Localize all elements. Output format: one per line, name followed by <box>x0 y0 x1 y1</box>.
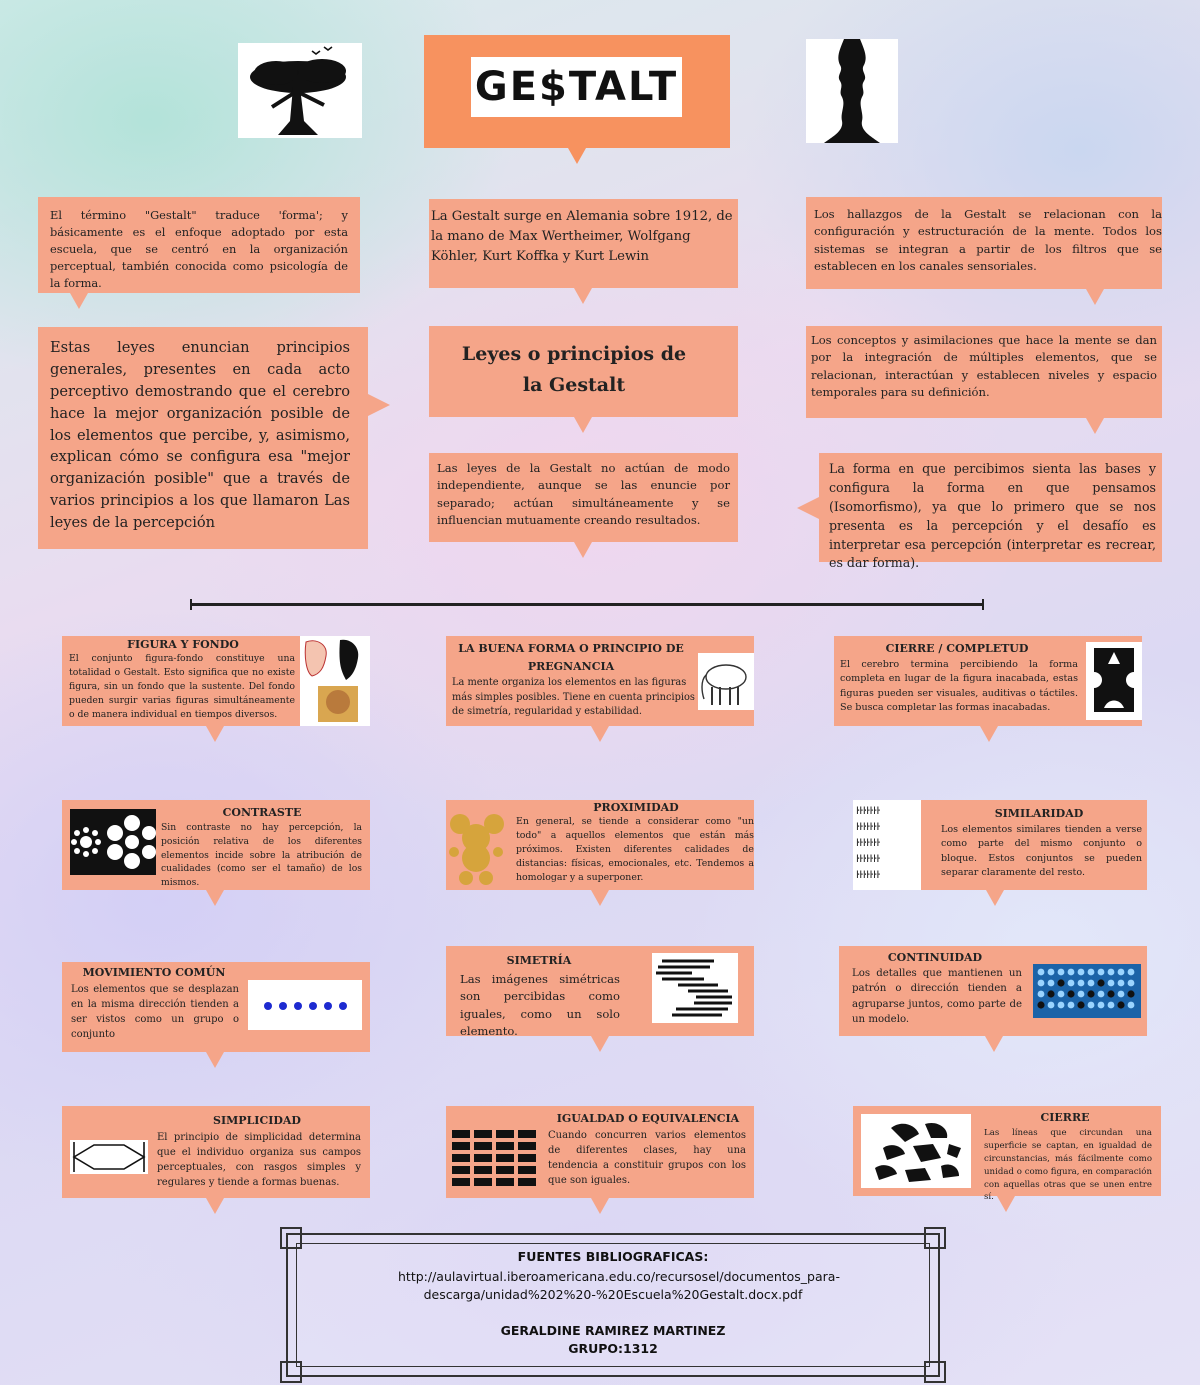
principle-text: El principio de simplicidad determina que el individuo organiza sus campos perceptuales, con rasgos simples y regulares y tiende a formas buenas. <box>157 1132 361 1188</box>
principle-title: CONTRASTE <box>222 806 302 819</box>
principle-closure-completeness <box>834 636 1142 726</box>
laws-pointer <box>368 394 390 416</box>
principle-common-movement <box>62 962 370 1052</box>
principle-text: La mente organiza los elementos en las figuras más simples posibles. Tiene en cuenta principios de simetría, regularidad y estabilidad. <box>452 677 695 718</box>
isomorphism-pointer <box>797 497 819 519</box>
moving-dots <box>248 980 362 1030</box>
svg-text:ŀŀŀŀŀŀŀ: ŀŀŀŀŀŀŀ <box>856 822 880 833</box>
principle-text: El conjunto figura-fondo constituye una totalidad o Gestalt. Esto significa que no existe figura, sin un fondo que la sustente. Del fondo pueden surgir varias figuras simultáneamente o de manera individual en tiempos diversos. <box>69 653 295 720</box>
definition-text: El término "Gestalt" traduce 'forma'; y básicamente es el enfoque adoptado por esta escuela, que se centró en la organización perceptual, también conocida como psicología de la forma. <box>50 208 348 291</box>
principle-title: IGUALDAD O EQUIVALENCIA <box>556 1112 740 1125</box>
svg-text:ŀŀŀŀŀŀŀ: ŀŀŀŀŀŀŀ <box>856 854 880 865</box>
contrast-circles <box>70 809 156 875</box>
principle-pointer <box>591 1036 609 1052</box>
principle-title: CIERRE / COMPLETUD <box>885 642 1029 655</box>
dotted-figure <box>446 812 510 888</box>
principle-title: LA BUENA FORMA O PRINCIPIO DE PREGNANCIA <box>458 642 684 673</box>
simultaneous-text: Las leyes de la Gestalt no actúan de modo independiente, aunque se las enuncie por separado; actúan simultáneamente y se influencian mutuamente creando resultados. <box>437 461 730 528</box>
principle-title: PROXIMIDAD <box>593 801 679 814</box>
tree-illustration <box>238 43 362 138</box>
gestalt-logo <box>471 57 682 117</box>
principle-title: MOVIMIENTO COMÚN <box>82 966 226 979</box>
principle-text: Los elementos que se desplazan en la misma dirección tienden a ser vistos como un grupo o conjunto <box>71 984 239 1040</box>
principle-pregnancy <box>446 636 754 726</box>
laws-text-box <box>38 327 368 549</box>
svg-text:ŀŀŀŀŀŀŀ: ŀŀŀŀŀŀŀ <box>856 870 880 881</box>
author-name: GERALDINE RAMIREZ MARTINEZ <box>500 1323 726 1338</box>
page-title: Leyes o principios de la Gestalt <box>461 343 687 397</box>
title-pointer <box>574 417 592 433</box>
definition-box <box>38 197 360 293</box>
header-pointer <box>568 148 586 164</box>
principle-similarity <box>853 800 1147 890</box>
principle-pointer <box>997 1196 1015 1212</box>
principle-text: Las imágenes simétricas son percibidas como iguales, como un solo elemento. <box>460 972 620 1039</box>
simple-hexagon <box>70 1140 148 1174</box>
elephant-illusion <box>698 653 754 710</box>
continuity-grid <box>1033 964 1141 1018</box>
sources-heading: FUENTES BIBLIOGRAFICAS: <box>517 1249 709 1264</box>
principle-title: SIMILARIDAD <box>994 807 1084 820</box>
origin-text: La Gestalt surge en Alemania sobre 1912, de la mano de Max Wertheimer, Wolfgang Köhler, Kurt Koffka y Kurt Lewin <box>431 209 733 264</box>
concepts-box <box>806 326 1162 418</box>
principle-text: En general, se tiende a considerar como "un todo" a aquellos elementos que están más próximos. Existen diferentes calidades de distancias: físicas, emocionales, etc. Tendemos a homologar y a superponer. <box>516 816 754 884</box>
simultaneous-box <box>429 453 738 542</box>
sources-url[interactable]: http://aulavirtual.iberoamericana.edu.co/recursosel/documentos_para-descarga/unidad%202%20-%20Escuela%20Gestalt.docx.pdf <box>398 1269 840 1303</box>
principle-title: SIMPLICIDAD <box>213 1114 301 1127</box>
principle-symmetry <box>446 946 754 1039</box>
principle-pointer <box>206 726 224 742</box>
principle-equivalence <box>446 1106 754 1198</box>
principle-pointer <box>591 890 609 906</box>
isomorphism-text: La forma en que percibimos sienta las bases y configura la forma en que pensamos (Isomorfismo), ya que lo primero que se nos presenta es la percepción y el desafío es interpretar esa percepción (interpretar es recrear, es dar forma). <box>829 461 1156 571</box>
principle-text: Los elementos similares tienden a verse como parte del mismo conjunto o bloque. Estos conjuntos se pueden separar claramente del resto. <box>941 824 1142 879</box>
closure-blot <box>861 1114 971 1188</box>
equal-blocks <box>452 1128 538 1190</box>
origin-box <box>429 199 738 288</box>
faces-vase-illusion <box>300 636 370 726</box>
principle-title: CIERRE <box>1040 1111 1090 1124</box>
principle-figure-ground <box>62 636 370 726</box>
principle-pointer <box>980 726 998 742</box>
principle-pointer <box>985 1036 1003 1052</box>
concepts-text: Los conceptos y asimilaciones que hace la mente se dan por la integración de múltiples elementos, que se relacionan, interactúan y establecen niveles y espacio temporales para su definición. <box>811 333 1157 400</box>
principle-pointer <box>591 1198 609 1214</box>
isomorphism-box <box>819 453 1162 571</box>
concepts-pointer <box>1086 418 1104 434</box>
simultaneous-pointer <box>574 542 592 558</box>
origin-pointer <box>574 288 592 304</box>
symmetric-s <box>652 953 738 1023</box>
laws-text: Estas leyes enuncian principios generales, presentes en cada acto perceptivo demostrando que el cerebro hace la mejor organización posible de los elementos que percibe, y, asimismo, explican cómo se configura esa "mejor organización posible" que a través de varios principios a los que llamaron Las leyes de la percepción <box>50 339 350 532</box>
findings-text: Los hallazgos de la Gestalt se relacionan con la configuración y estructuración de la mente. Todos los sistemas se integran a partir de los filtros que se establecen en los canales sensoriales. <box>814 207 1162 274</box>
principle-text: Cuando concurren varios elementos de diferentes clases, hay una tendencia a constituir grupos con los que son iguales. <box>548 1130 746 1186</box>
section-divider <box>190 603 984 606</box>
principle-text: El cerebro termina percibiendo la forma completa en lugar de la figura inacabada, estas figuras pueden ser visuales, auditivas o táctiles. Se busca completar las formas inacabadas. <box>840 659 1078 714</box>
principle-text: Sin contraste no hay percepción, la posición relativa de los diferentes elementos incide sobre la atribución de cualidades (como ser el tamaño) de los mismos. <box>161 822 362 889</box>
logo-text: GE$TALT <box>474 64 679 110</box>
principle-pointer <box>591 726 609 742</box>
principle-pointer <box>206 890 224 906</box>
findings-pointer <box>1086 289 1104 305</box>
svg-text:ŀŀŀŀŀŀŀ: ŀŀŀŀŀŀŀ <box>856 838 880 849</box>
principle-title: SIMETRÍA <box>506 954 572 967</box>
principle-contrast <box>62 800 370 890</box>
sources-frame <box>286 1233 940 1377</box>
group-number: GRUPO:1312 <box>568 1341 658 1356</box>
svg-text:ŀŀŀŀŀŀŀ: ŀŀŀŀŀŀŀ <box>856 806 880 817</box>
principle-pointer <box>206 1198 224 1214</box>
principle-text: Las líneas que circundan una superficie se captan, en igualdad de circunstancias, más fácilmente como unidad o como figura, en comparación con aquellas otras que se unen entre sí. <box>984 1128 1152 1203</box>
principle-simplicity <box>62 1106 370 1198</box>
findings-box <box>806 197 1162 289</box>
principle-closure <box>853 1106 1161 1203</box>
principle-pointer <box>986 890 1004 906</box>
principle-pointer <box>206 1052 224 1068</box>
closure-figure <box>1086 642 1142 720</box>
principle-proximity <box>446 800 754 890</box>
faces-vase-image <box>806 39 898 143</box>
principle-title: CONTINUIDAD <box>887 951 983 964</box>
principle-continuity <box>839 946 1147 1036</box>
similar-symbols <box>853 800 921 890</box>
principle-text: Los detalles que mantienen un patrón o dirección tienden a agruparse juntos, como parte de un modelo. <box>852 968 1022 1025</box>
principle-title: FIGURA Y FONDO <box>127 638 239 651</box>
definition-pointer <box>70 293 88 309</box>
title-box <box>429 326 738 417</box>
